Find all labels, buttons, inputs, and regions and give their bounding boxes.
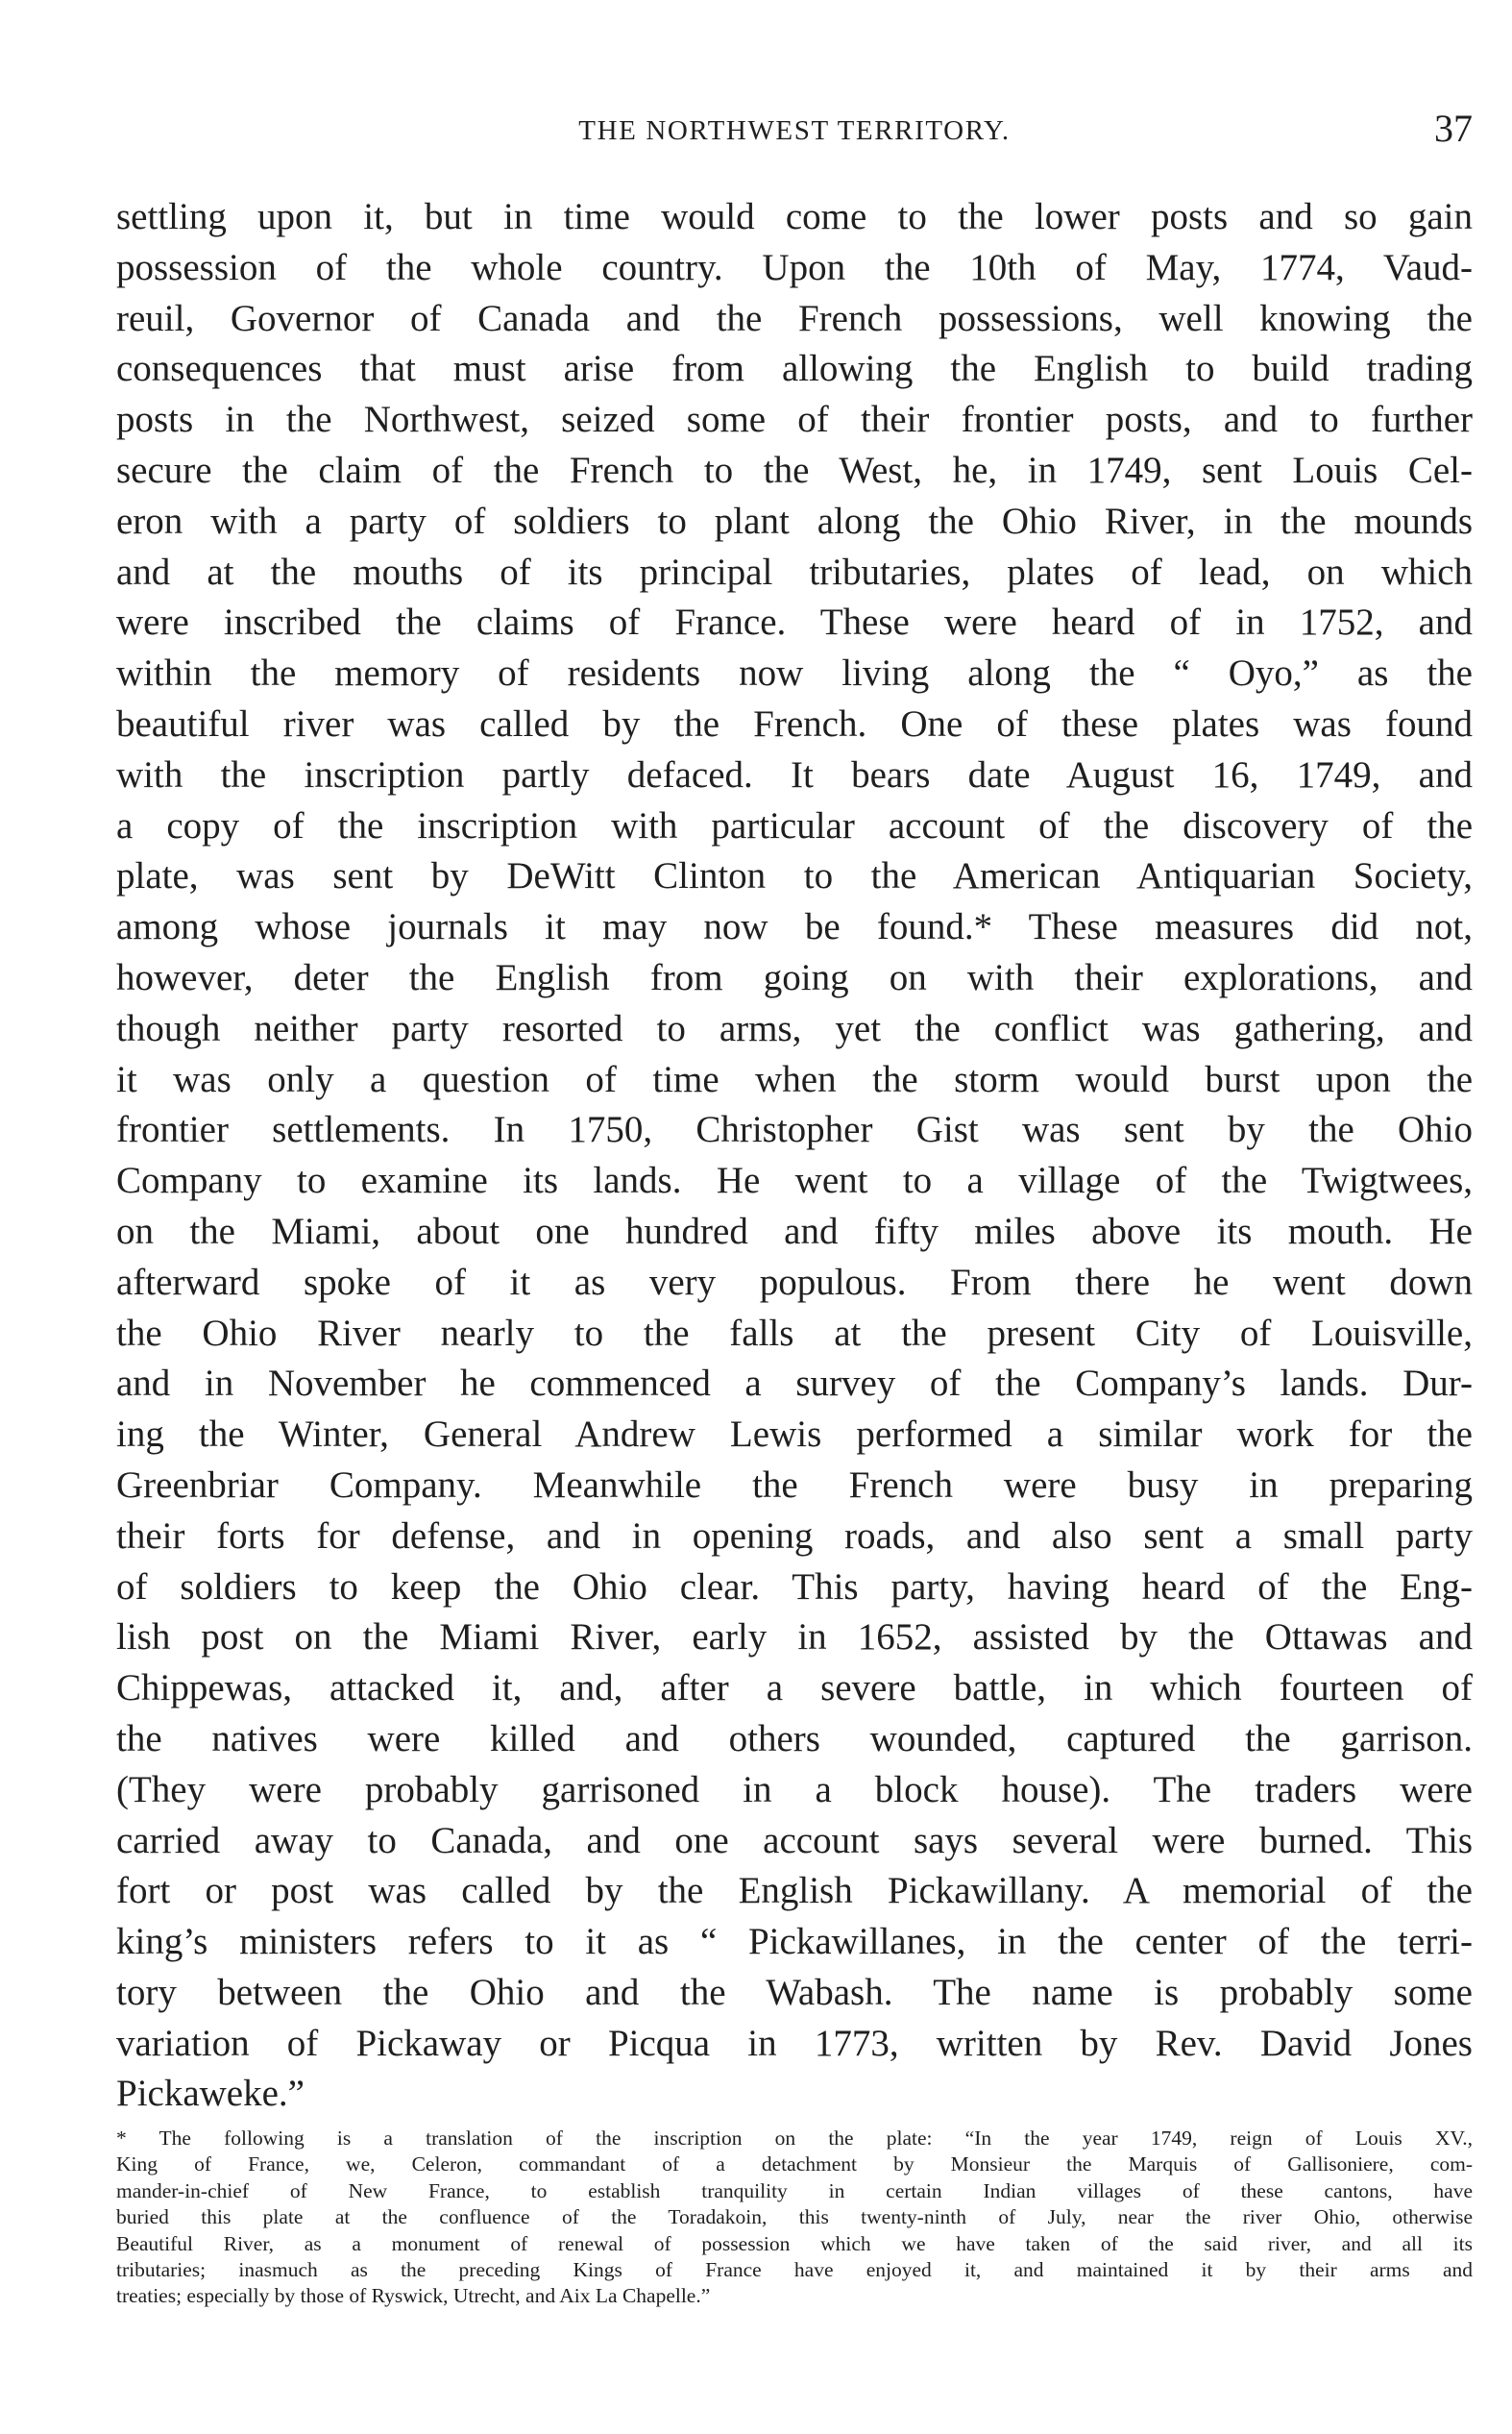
footnote-line: buried this plate at the confluence of the Toradakoin, this twenty-ninth of July, near the river Ohio, otherwise	[116, 2205, 1473, 2229]
body-line: and in November he commenced a survey of the Company’s lands. Dur-	[116, 1363, 1473, 1405]
footnote-line: mander-in-chief of New France, to establish tranquility in certain Indian villages of these cantons, have	[116, 2178, 1473, 2202]
running-title: THE NORTHWEST TERRITORY.	[578, 115, 1011, 146]
running-head	[116, 104, 1473, 161]
body-line: were inscribed the claims of France. These were heard of in 1752, and	[116, 602, 1473, 644]
body-line: Company to examine its lands. He went to a village of the Twigtwees,	[116, 1160, 1473, 1202]
body-text	[116, 192, 1473, 2120]
body-line: Greenbriar Company. Meanwhile the French were busy in preparing	[116, 1463, 1473, 1506]
book-page	[116, 0, 1473, 2434]
body-line: and at the mouths of its principal tributaries, plates of lead, on which	[116, 551, 1473, 593]
body-line: the Ohio River nearly to the falls at the present City of Louisville,	[116, 1312, 1473, 1354]
body-line: Pickaweke.”	[116, 2073, 305, 2115]
body-line: a copy of the inscription with particular account of the discovery of the	[116, 804, 1473, 847]
body-line: settling upon it, but in time would come to the lower posts and so gain	[116, 196, 1473, 237]
footnote-line: Beautiful River, as a monument of renewal of possession which we have taken of the said river, and all its	[116, 2231, 1473, 2255]
footnote-line: tributaries; inasmuch as the preceding Kings of France have enjoyed it, and maintained it by their arms and	[116, 2257, 1473, 2281]
body-line: ing the Winter, General Andrew Lewis performed a similar work for the	[116, 1414, 1473, 1456]
page-number: 37	[1434, 107, 1473, 150]
body-line: it was only a question of time when the storm would burst upon the	[116, 1058, 1473, 1100]
body-line: tory between the Ohio and the Wabash. The name is probably some	[116, 1971, 1473, 2013]
body-line: carried away to Canada, and one account says several were burned. This	[116, 1819, 1473, 1861]
body-line: consequences that must arise from allowing the English to build trading	[116, 348, 1473, 390]
body-line: lish post on the Miami River, early in 1652, assisted by the Ottawas and	[116, 1616, 1473, 1659]
body-line: king’s ministers refers to it as “ Pickawillanes, in the center of the terri-	[116, 1921, 1473, 1963]
body-line: within the memory of residents now living along the “ Oyo,” as the	[116, 652, 1473, 695]
body-line: their forts for defense, and in opening roads, and also sent a small party	[116, 1514, 1473, 1557]
body-line: of soldiers to keep the Ohio clear. This party, having heard of the Eng-	[116, 1565, 1473, 1608]
footnote-line: * The following is a translation of the inscription on the plate: “In the year 1749, reign of Louis XV.,	[116, 2127, 1473, 2150]
body-line: among whose journals it may now be found.* These measures did not,	[116, 906, 1473, 948]
body-line: fort or post was called by the English Pickawillany. A memorial of the	[116, 1870, 1473, 1912]
body-line: reuil, Governor of Canada and the French possessions, well knowing the	[116, 297, 1473, 339]
body-line: the natives were killed and others wounded, captured the garrison.	[116, 1717, 1473, 1759]
body-line: on the Miami, about one hundred and fifty miles above its mouth. He	[116, 1210, 1473, 1252]
body-line: secure the claim of the French to the West, he, in 1749, sent Louis Cel-	[116, 449, 1473, 491]
footnote-line: King of France, we, Celeron, commandant of a detachment by Monsieur the Marquis of Gallisoniere, com-	[116, 2152, 1473, 2176]
body-line: posts in the Northwest, seized some of their frontier posts, and to further	[116, 399, 1473, 441]
body-line: (They were probably garrisoned in a block house). The traders were	[116, 1768, 1473, 1810]
body-line: possession of the whole country. Upon the 10th of May, 1774, Vaud-	[116, 246, 1473, 288]
body-line: however, deter the English from going on with their explorations, and	[116, 956, 1473, 998]
footnote-line: treaties; especially by those of Ryswick, Utrecht, and Aix La Chapelle.”	[116, 2284, 711, 2308]
footnote	[116, 2126, 1473, 2310]
body-line: frontier settlements. In 1750, Christopher Gist was sent by the Ohio	[116, 1109, 1473, 1151]
body-line: with the inscription partly defaced. It bears date August 16, 1749, and	[116, 753, 1473, 796]
body-line: though neither party resorted to arms, yet the conflict was gathering, and	[116, 1007, 1473, 1049]
body-line: plate, was sent by DeWitt Clinton to the American Antiquarian Society,	[116, 855, 1473, 897]
body-line: beautiful river was called by the French. One of these plates was found	[116, 702, 1473, 745]
body-line: afterward spoke of it as very populous. From there he went down	[116, 1261, 1473, 1303]
body-line: variation of Pickaway or Picqua in 1773, written by Rev. David Jones	[116, 2022, 1473, 2064]
body-line: Chippewas, attacked it, and, after a severe battle, in which fourteen of	[116, 1667, 1473, 1709]
body-line: eron with a party of soldiers to plant along the Ohio River, in the mounds	[116, 500, 1473, 542]
